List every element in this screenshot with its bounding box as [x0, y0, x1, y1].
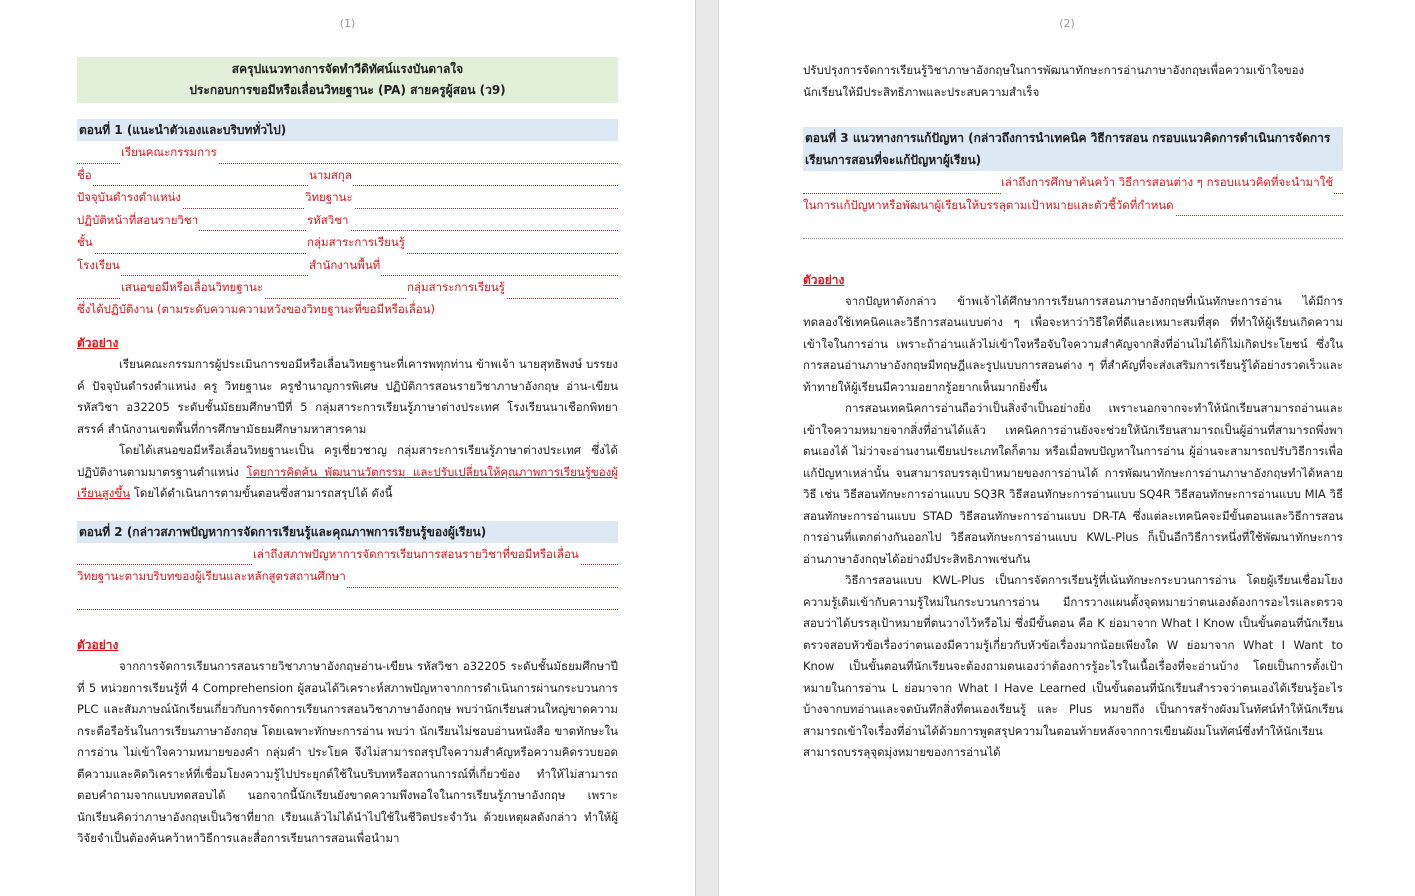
instruction-line [77, 565, 618, 588]
page-content [803, 60, 1343, 764]
blank-line [77, 588, 618, 611]
instruction-line [803, 194, 1343, 217]
committee-label: เรียนคณะกรรมการ [121, 142, 218, 164]
surname-label: นามสกุล [309, 165, 353, 187]
section-3-heading: ตอนที่ 3 แนวทางการแก้ปัญหา (กล่าวถึงการนำเทคนิค วิธีการสอน กรอบแนวคิดการดำเนินการจัดการเรียนการสอนที่จะแก้ปัญหาผู้เรียน) [803, 127, 1343, 171]
example-paragraph: จากการจัดการเรียนการสอนรายวิชาภาษาอังกฤษอ่าน-เขียน รหัสวิชา อ32205 ระดับชั้นมัธยมศึกษาปีที่ 5 หน่วยการเรียนรู้ที่ 4 Comprehension ผู้สอนได้วิเคราะห์สภาพปัญหาจากการดำเนินการผ่านกระบวนการ PLC และสัมภาษณ์นักเรียนเกี่ยวกับการจัดการเรียนการสอนวิชาภาษาอังกฤษ พบว่านักเรียนส่วนใหญ่ขาดความกระตือรือร้นในการเรียนภาษาอังกฤษ โดยเฉพาะทักษะการอ่าน พบว่า นักเรียนไม่ชอบอ่านหนังสือ ขาดทักษะในการอ่าน ไม่เข้าใจความหมายของคำ กลุ่มคำ ประโยค จึงไม่สามารถสรุปใจความสำคัญหรือความคิดรวบยอด ตีความและคิดวิเคราะห์ที่เชื่อมโยงความรู้ไปประยุกต์ใช้ในบริบทหรือสถานการณ์ที่เกี่ยวข้อง ทำให้ไม่สามารถตอบคำถามจากแบบทดสอบได้ นอกจากนี้นักเรียนยังขาดความพึงพอใจในการเรียนรู้ภาษาอังกฤษ เพราะนักเรียนคิดว่าภาษาอังกฤษเป็นวิชาที่ยาก เรียนแล้วไม่ได้นำไปใช้ในชีวิตประจำวัน ด้วยเหตุผลดังกล่าว ทำให้ผู้วิจัยจำเป็นต้องค้นคว้าหาวิธีการและสื่อการเรียนการสอนเพื่อนำมา [77, 659, 618, 845]
page-number: (2) [1059, 17, 1075, 30]
instruction-text: ในการแก้ปัญหาหรือพัฒนาผู้เรียนให้บรรลุตามเป้าหมายและตัวชี้วัดที่กำหนด [803, 195, 1175, 217]
highlighted-text: โดยการคิดค้น พัฒนานวัตกรรม และปรับเปลี่ยนให้คุณภาพการเรียนรู้ของผู้เรียนสูงขึ้น [77, 464, 618, 500]
performed-line: ซึ่งได้ปฏิบัติงาน (ตามระดับความความหวังของวิทยฐานะที่ขอมีหรือเลื่อน) [77, 301, 436, 316]
document-page-1 [0, 0, 695, 896]
section-2-heading: ตอนที่ 2 (กล่าวสภาพปัญหาการจัดการเรียนรู้และคุณภาพการเรียนรู้ของผู้เรียน) [77, 521, 618, 543]
academic-standing-label: วิทยฐานะ [305, 187, 354, 209]
document-page-2 [719, 0, 1415, 896]
example-paragraph-2 [77, 440, 618, 505]
instruction-text: เล่าถึงสภาพปัญหาการจัดการเรียนการสอนรายวิชาที่ขอมีหรือเลื่อน [253, 544, 580, 566]
form-line-committee [77, 141, 618, 164]
instruction-line [803, 171, 1343, 194]
subject-code-label: รหัสวิชา [307, 210, 350, 232]
instruction-text: วิทยฐานะตามบริบทของผู้เรียนและหลักสูตรสถานศึกษา [77, 566, 347, 588]
name-label: ชื่อ [77, 165, 93, 187]
page-content [77, 57, 618, 850]
page-number: (1) [339, 17, 356, 30]
form-line-name [77, 164, 618, 187]
grade-label: ชั้น [77, 232, 94, 254]
example-label: ตัวอย่าง [77, 336, 119, 350]
example-paragraph-1: จากปัญหาดังกล่าว ข้าพเจ้าได้ศึกษาการเรียนการสอนภาษาอังกฤษที่เน้นทักษะการอ่าน ได้มีการทดลองใช้เทคนิคและวิธีการสอนแบบต่าง ๆ เพื่อจะหาว่าวิธีใดที่ดีและเหมาะสมที่สุด ที่ทำให้ผู้เรียนเกิดความเข้าใจในการอ่าน เพราะถ้าอ่านแล้วไม่เข้าใจหรือจับใจความสำคัญจากสิ่งที่อ่านไม่ได้ก็ไม่เกิดประโยชน์ ซึ่งในการสอนอ่านภาษาอังกฤษมีทฤษฎีและรูปแบบการสอนต่าง ๆ ที่สำคัญที่จะส่งเสริมการเรียนรู้ได้อย่างรวดเร็วและท้าทายให้ผู้เรียนมีความอยากรู้อยากเห็นมากยิ่งขึ้น [803, 293, 1343, 394]
blank-line [803, 216, 1343, 239]
instruction-line [77, 543, 618, 566]
teaching-subject-label: ปฏิบัติหน้าที่สอนรายวิชา [77, 210, 199, 232]
learning-area-2-label: กลุ่มสาระการเรียนรู้ [407, 277, 506, 299]
paragraph-text: โดยได้ดำเนินการตามขั้นตอนซึ่งสามารถสรุปได้ ดังนี้ [130, 486, 393, 500]
example-paragraph-2: การสอนเทคนิคการอ่านถือว่าเป็นสิ่งจำเป็นอย่างยิ่ง เพราะนอกจากจะทำให้นักเรียนสามารถอ่านและเข้าใจความหมายจากสิ่งที่อ่านได้แล้ว เทคนิคการอ่านยังจะช่วยให้นักเรียนสามารถเป็นผู้อ่านที่สามารถพึ่งพาตนเองได้ ไม่ว่าจะอ่านงานเขียนประเภทใดก็ตาม หรือเมื่อพบปัญหาในการอ่าน ผู้อ่านจะสามารถปรับวิธีการเพื่อแก้ปัญหาเหล่านั้น จนสามารถบรรลุเป้าหมายของการอ่านได้ การพัฒนาทักษะการอ่านภาษาอังกฤษทำได้หลายวิธี เช่น วิธีสอนทักษะการอ่านแบบ SQ3R วิธีสอนทักษะการอ่านแบบ SQ4R วิธีสอนทักษะการอ่านแบบ MIA วิธีสอนทักษะการอ่านแบบ STAD วิธีสอนทักษะการอ่านแบบ DR-TA ซึ่งแต่ละเทคนิคจะมีขั้นตอนและวิธีการสอนการอ่านที่แตกต่างกันออกไป วิธีสอนทักษะการอ่านแบบ KWL-Plus ก็เป็นอีกวิธีการหนึ่งที่ใช้พัฒนาทักษะการอ่านภาษาอังกฤษได้อย่างมีประสิทธิภาพเช่นกัน [803, 401, 1343, 566]
document-title-box [77, 57, 618, 103]
instruction-text: เล่าถึงการศึกษาค้นคว้า วิธีการสอนต่าง ๆ กรอบแนวคิดที่จะนำมาใช้ [1001, 172, 1334, 194]
title-line-1: สครุปแนวทางการจัดทำวีดิทัศน์แรงบันดาลใจ [231, 62, 464, 76]
section-1-heading: ตอนที่ 1 (แนะนำตัวเองและบริบททั่วไป) [77, 119, 618, 141]
position-label: ปัจจุบันดำรงตำแหน่ง [77, 187, 182, 209]
page-gutter [695, 0, 719, 896]
office-label: สำนักงานพื้นที่ [309, 255, 381, 277]
form-line-grade [77, 231, 618, 254]
example-paragraph-3: วิธีการสอนแบบ KWL-Plus เป็นการจัดการเรียนรู้ที่เน้นทักษะกระบวนการอ่าน โดยผู้เรียนเชื่อมโยงความรู้เดิมเข้ากับความรู้ใหม่ในกระบวนการอ่าน มีการวางแผนตั้งจุดหมายว่าตนเองต้องการอะไรและตรวจสอบว่าได้บรรลุเป้าหมายที่ตนวางไว้หรือไม่ ซึ่งมีขั้นตอน คือ K ย่อมาจาก What I Know เป็นขั้นตอนที่นักเรียนตรวจสอบหัวข้อเรื่องว่าตนเองมีความรู้เกี่ยวกับหัวข้อเรื่องมากน้อยเพียงใด W ย่อมาจาก What I Want to Know เป็นขั้นตอนที่นักเรียนจะต้องถามตนเองว่าต้องการรู้อะไรในเนื้อเรื่องที่จะอ่านบ้าง โดยเป็นการตั้งเป้าหมายในการอ่าน L ย่อมาจาก What I Have Learned เป็นขั้นตอนที่นักเรียนสำรวจว่าตนเองได้เรียนรู้อะไรบ้างจากบทอ่านและจดบันทึกสิ่งที่ตนเองเรียนรู้ และ Plus หมายถึง เป็นการสร้างผังมโนทัศน์ทำให้นักเรียนสามารถเข้าใจเรื่องที่อ่านได้ด้วยการพูดสรุปความในตอนท้ายหลังจากการเขียนผังมโนทัศน์ซึ่งทำให้นักเรียนสามารถบรรลุจุดมุ่งหมายของการอ่านได้ [803, 573, 1343, 759]
example-label: ตัวอย่าง [803, 272, 845, 287]
form-line-propose [77, 276, 618, 299]
learning-area-label: กลุ่มสาระการเรียนรู้ [307, 232, 406, 254]
paragraph-text: โดยได้เสนอขอมีหรือเลื่อนวิทยฐานะเป็น ครูเชี่ยวชาญ กลุ่มสาระการเรียนรู้ภาษาต่างประเทศ ซึ่งได้ปฏิบัติงานตามมาตรฐานตำแหน่ง [77, 443, 618, 479]
form-line-position [77, 186, 618, 209]
title-line-2: ประกอบการขอมีหรือเลื่อนวิทยฐานะ (PA) สายครูผู้สอน (ว9) [189, 83, 506, 97]
school-label: โรงเรียน [77, 255, 121, 277]
form-line-school [77, 254, 618, 277]
example-paragraph: เรียนคณะกรรมการผู้ประเมินการขอมีหรือเลื่อนวิทยฐานะที่เคารพทุกท่าน ข้าพเจ้า นายสุทธิพงษ์ บรรยงค์ ปัจจุบันดำรงตำแหน่ง ครู วิทยฐานะ ครูชำนาญการพิเศษ ปฏิบัติการสอนรายวิชาภาษาอังกฤษ อ่าน-เขียน รหัสวิชา อ32205 ระดับชั้นมัธยมศึกษาปีที่ 5 กลุ่มสาระการเรียนรู้ภาษาต่างประเทศ โรงเรียนนาเชือกพิทยาสรรค์ สำนักงานเขตพื้นที่การศึกษามัธยมศึกษามหาสารคาม [77, 357, 618, 436]
form-line-subject [77, 209, 618, 232]
propose-label: เสนอขอมีหรือเลื่อนวิทยฐานะ [121, 277, 264, 299]
continuation-paragraph: ปรับปรุงการจัดการเรียนรู้วิชาภาษาอังกฤษในการพัฒนาทักษะการอ่านภาษาอังกฤษเพื่อความเข้าใจของนักเรียนให้มีประสิทธิภาพและประสบความสำเร็จ [803, 63, 1305, 99]
example-label: ตัวอย่าง [77, 638, 119, 652]
